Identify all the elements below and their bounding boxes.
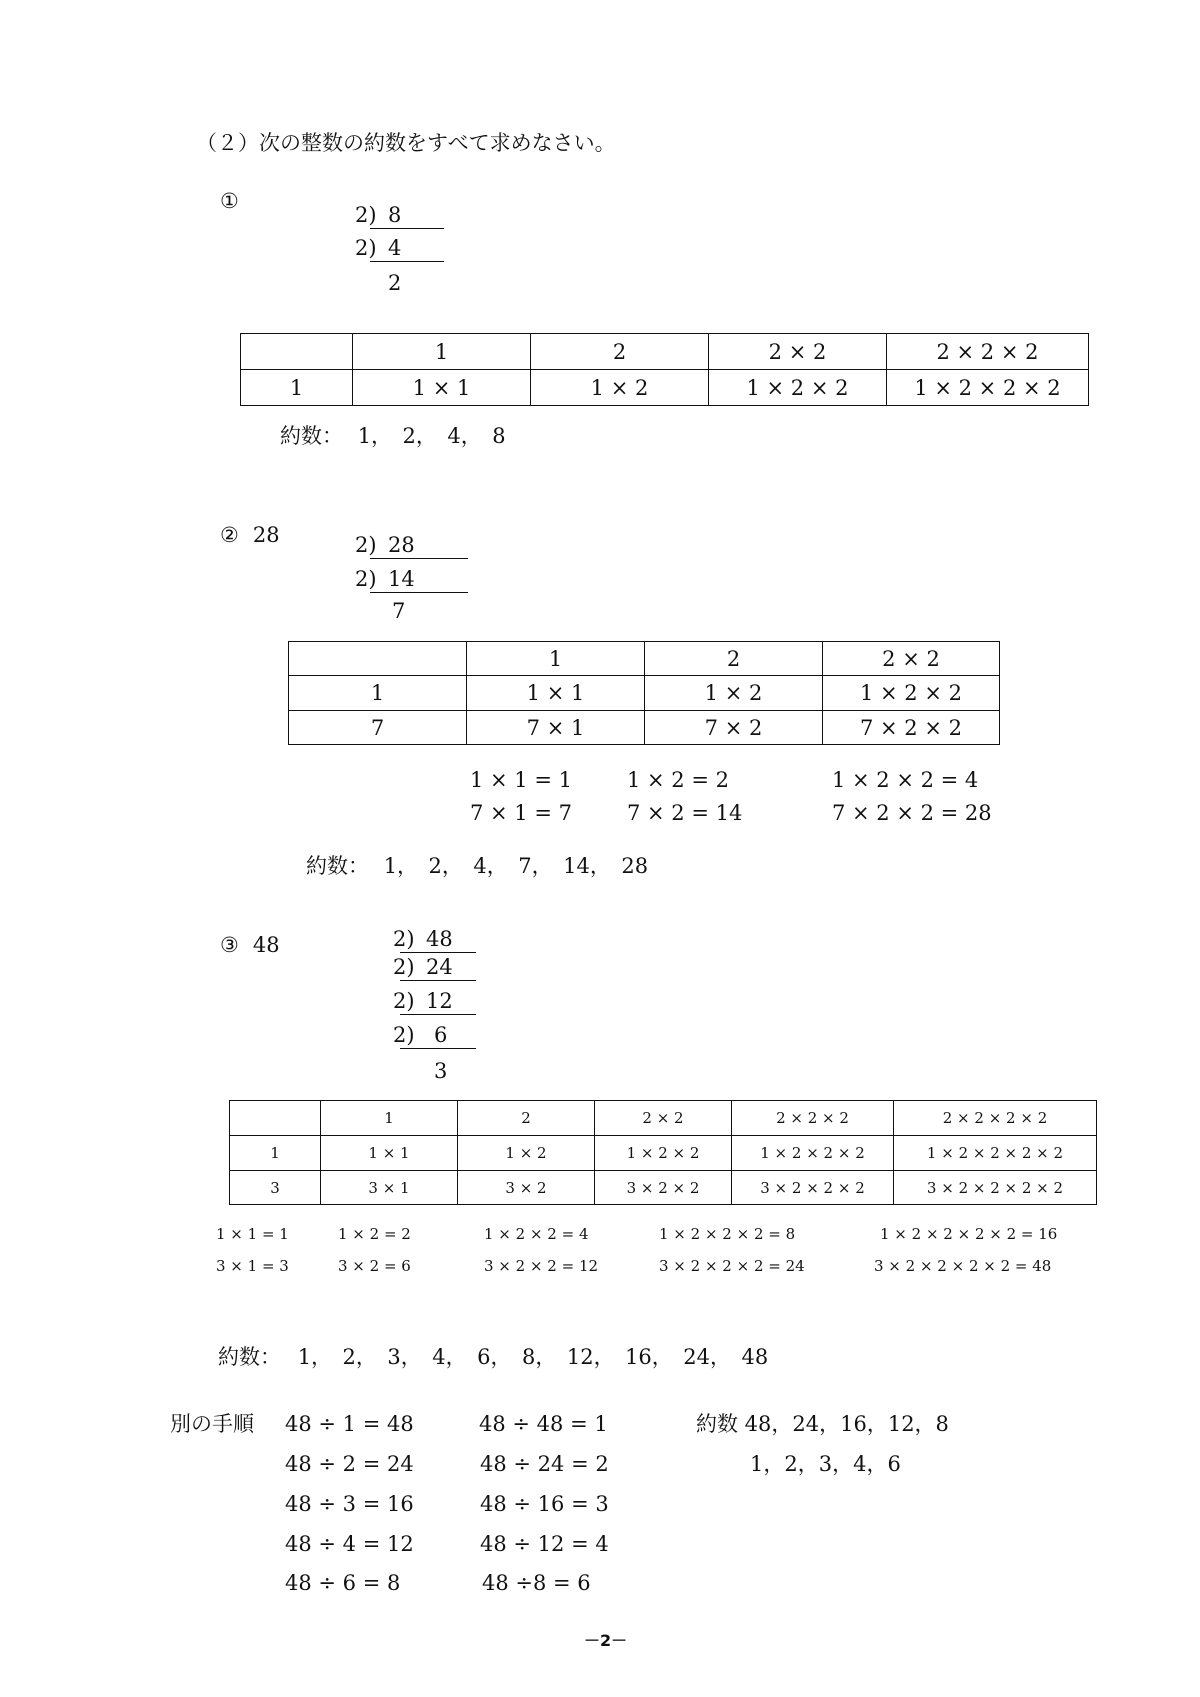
product-line: 1 × 2 × 2 = 4 [832,768,979,792]
division-step: 2) [355,567,377,591]
table-cell: 1 × 2 [645,676,823,711]
table-cell: 2 [458,1101,595,1136]
product-line: 1 × 2 = 2 [338,1225,411,1243]
product-line: 1 × 2 × 2 = 4 [484,1225,589,1243]
answer-label: 約数： [280,424,343,448]
product-line: 7 × 1 = 7 [470,801,572,825]
table-cell: 1 [289,676,467,711]
product-line: 3 × 2 × 2 = 12 [484,1257,599,1275]
alt-division: 48 ÷ 2 = 24 [285,1452,414,1476]
product-line: 3 × 2 = 6 [338,1257,411,1275]
dividend: 14 [370,566,468,593]
table-cell: 7 [289,711,467,745]
alt-division: 48 ÷ 12 = 4 [480,1532,609,1556]
table-cell: 1 × 2 × 2 × 2 [887,370,1089,406]
table-cell: 1 × 1 [467,676,645,711]
divisor: 2 [393,989,407,1013]
division-step: 2) [393,989,415,1013]
answer-value: 1， 2， 3， 4， 6， 8， 12， 16， 24， 48 [297,1345,769,1369]
division-step: 2) [393,955,415,979]
alt-division: 48 ÷ 4 = 12 [285,1532,414,1556]
table-cell: 3 [230,1171,321,1205]
table-cell: 1 [241,370,353,406]
alt-procedure-label: 別の手順 [170,1412,254,1436]
alt-division: 48 ÷ 24 = 2 [480,1452,609,1476]
alt-division: 48 ÷8 = 6 [482,1571,591,1595]
table-cell: 1 × 2 × 2 × 2 [732,1136,894,1171]
table-cell: 3 × 2 × 2 [595,1171,732,1205]
alt-division: 48 ÷ 1 = 48 [285,1412,414,1436]
table-cell: 2 [531,334,709,370]
answer-line [306,853,648,879]
alt-division: 48 ÷ 6 = 8 [285,1571,401,1595]
product-line: 1 × 2 × 2 × 2 = 8 [659,1225,796,1243]
table-cell: 2 [645,642,823,676]
alt-division: 48 ÷ 3 = 16 [285,1492,414,1516]
table-cell: 2 × 2 × 2 × 2 [894,1101,1097,1136]
problem-1-marker: ① [220,189,239,213]
answer-label: 約数： [306,854,369,878]
table-cell: 3 × 2 × 2 × 2 [732,1171,894,1205]
product-line: 3 × 2 × 2 × 2 × 2 = 48 [874,1257,1052,1275]
table-cell: 3 × 2 [458,1171,595,1205]
table-cell: 1 × 2 [531,370,709,406]
divisor: 2 [393,927,407,951]
answer-line [280,423,506,449]
division-remainder: 2 [388,271,402,295]
table-cell: 7 × 2 × 2 [823,711,1000,745]
divisor: 2 [355,567,369,591]
division-step: 2) [393,927,415,951]
dividend: 12 [400,988,476,1015]
divisor-table-3 [229,1100,1097,1205]
answer-label: 約数： [218,1345,281,1369]
table-cell: 1 × 2 [458,1136,595,1171]
alt-division: 48 ÷ 16 = 3 [480,1492,609,1516]
alt-result-line: 1，2，3，4，6 [750,1452,901,1476]
table-cell: 2 × 2 [709,334,887,370]
table-cell [241,334,353,370]
table-cell: 1 × 1 [353,370,531,406]
table-cell: 3 × 2 × 2 × 2 × 2 [894,1171,1097,1205]
table-cell: 2 × 2 [823,642,1000,676]
table-cell: 1 × 2 × 2 [823,676,1000,711]
answer-value: 1， 2， 4， 7， 14， 28 [383,854,649,878]
page-number: －2－ [584,1631,628,1650]
division-step: 2) [355,203,377,227]
table-cell [230,1101,321,1136]
alt-division: 48 ÷ 48 = 1 [479,1412,608,1436]
dividend: 28 [370,532,468,559]
division-remainder: 7 [392,599,406,623]
table-cell: 7 × 2 [645,711,823,745]
answer-line [218,1344,768,1370]
divisor: 2 [355,236,369,260]
table-cell [289,642,467,676]
answer-value: 1， 2， 4， 8 [357,424,506,448]
divisor: 2 [393,1023,407,1047]
dividend: 48 [400,926,476,953]
problem-2-marker: ② 28 [220,523,280,547]
table-cell: 1 [321,1101,458,1136]
dividend: 24 [400,954,476,981]
table-cell: 3 × 1 [321,1171,458,1205]
product-line: 1 × 2 = 2 [627,768,729,792]
table-cell: 1 [353,334,531,370]
division-step: 2) [355,533,377,557]
divisor-table-1 [240,333,1089,406]
table-cell: 2 × 2 × 2 [887,334,1089,370]
product-line: 1 × 1 = 1 [216,1225,289,1243]
table-cell: 1 [230,1136,321,1171]
divisor: 2 [355,533,369,557]
table-cell: 1 × 2 × 2 × 2 × 2 [894,1136,1097,1171]
division-step: 2) [355,236,377,260]
table-cell: 1 [467,642,645,676]
table-cell: 2 × 2 [595,1101,732,1136]
division-remainder: 3 [434,1059,448,1083]
dividend: 4 [370,235,444,262]
problem-number: 48 [252,933,280,957]
product-line: 7 × 2 = 14 [627,801,743,825]
product-line: 1 × 2 × 2 × 2 × 2 = 16 [880,1225,1058,1243]
table-cell: 7 × 1 [467,711,645,745]
problem-heading: （２）次の整数の約数をすべて求めなさい。 [196,131,616,155]
dividend: 8 [370,202,444,229]
product-line: 7 × 2 × 2 = 28 [832,801,992,825]
table-cell: 1 × 2 × 2 [709,370,887,406]
divisor: 2 [355,203,369,227]
divisor-table-2 [288,641,1000,745]
table-cell: 2 × 2 × 2 [732,1101,894,1136]
problem-3-marker: ③ 48 [220,933,280,957]
product-line: 3 × 1 = 3 [216,1257,289,1275]
table-cell: 1 × 1 [321,1136,458,1171]
dividend: 6 [400,1022,476,1049]
divisor: 2 [393,955,407,979]
division-step: 2) [393,1023,415,1047]
problem-number: 28 [252,523,280,547]
product-line: 3 × 2 × 2 × 2 = 24 [659,1257,805,1275]
alt-result-line: 約数 48，24，16，12，8 [696,1412,949,1436]
table-cell: 1 × 2 × 2 [595,1136,732,1171]
product-line: 1 × 1 = 1 [470,768,572,792]
